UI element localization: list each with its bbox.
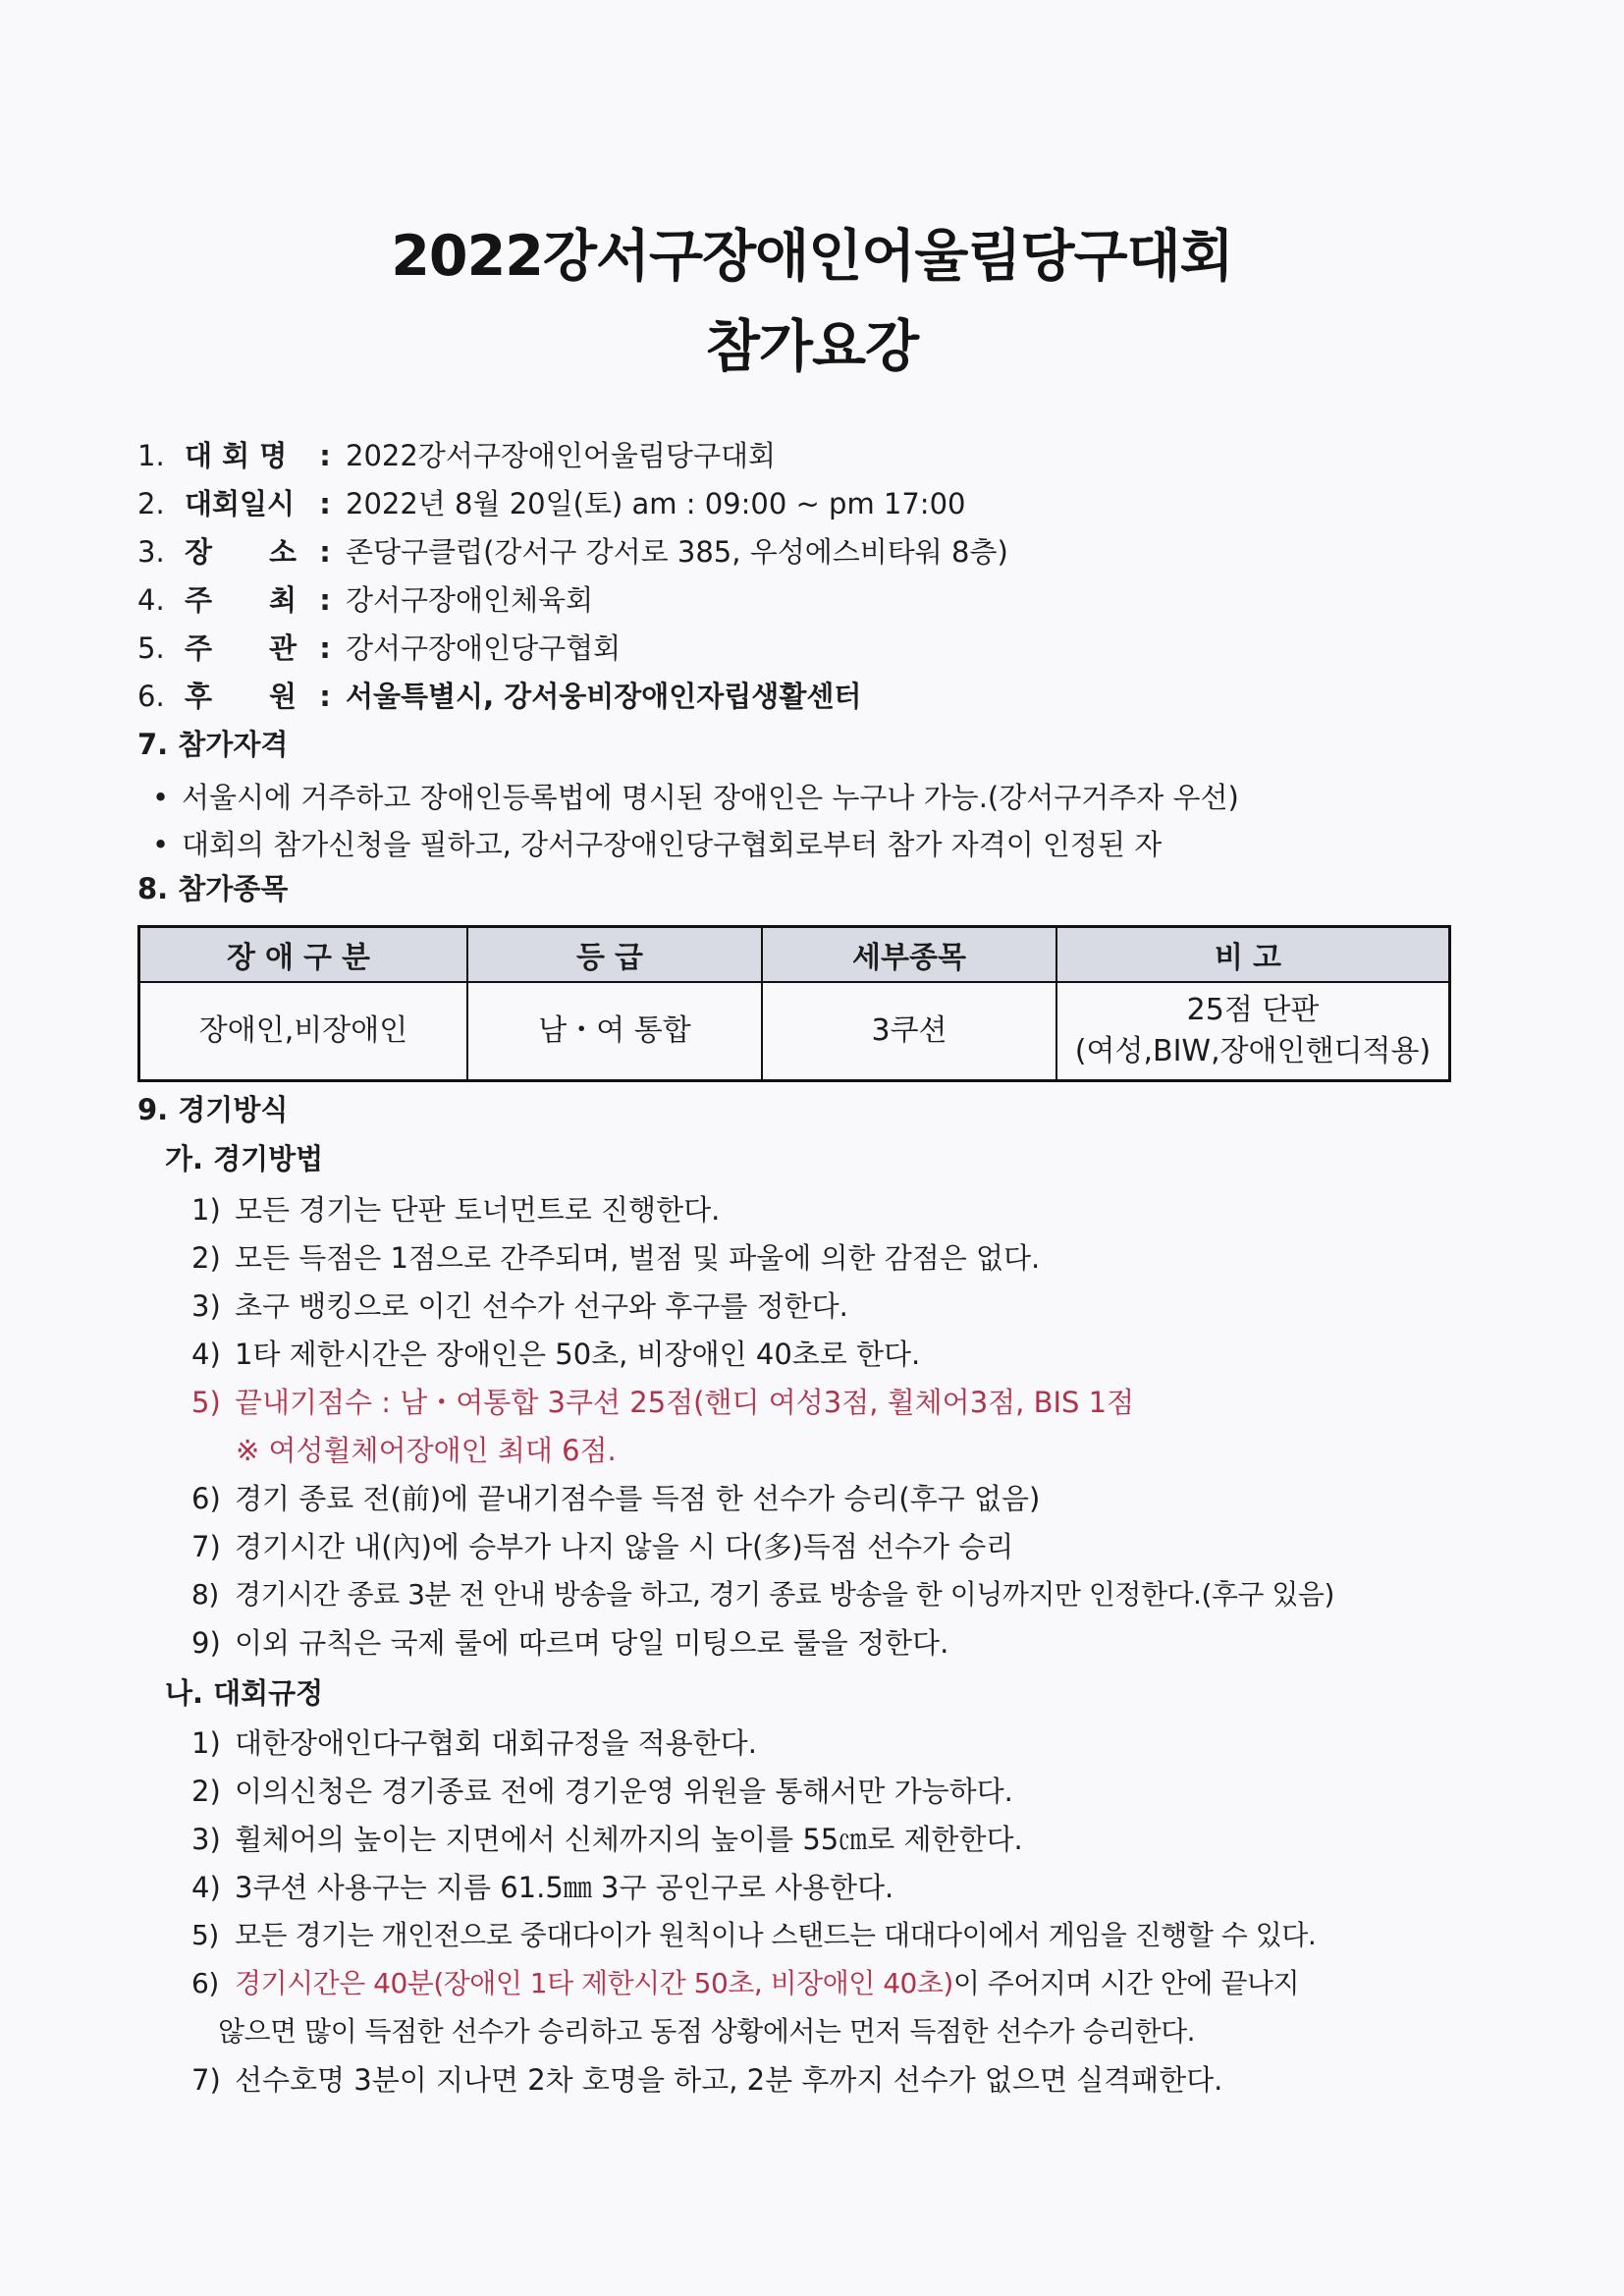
qualification-bullet: [152, 825, 1162, 864]
info-number: 5.: [137, 631, 165, 665]
item-number: 6): [191, 1482, 221, 1515]
list-item: [191, 1238, 1040, 1278]
events-heading: 8. 참가종목: [137, 872, 289, 905]
info-colon: :: [319, 487, 331, 520]
continuation-line: 않으면 많이 득점한 선수가 승리하고 동점 상황에서는 먼저 득점한 선수가 승리한다.: [218, 2015, 1196, 2048]
info-colon: :: [319, 439, 331, 472]
item-text: 초구 뱅킹으로 이긴 선수가 선구와 후구를 정한다.: [235, 1289, 848, 1323]
qualification-heading: 7. 참가자격: [137, 728, 289, 761]
item-number: 4): [191, 1871, 221, 1904]
info-label: 후 원: [185, 680, 298, 713]
info-colon: :: [319, 680, 331, 713]
list-item: [191, 1820, 1023, 1859]
list-item: [191, 1723, 757, 1763]
list-item: [191, 1772, 1013, 1811]
list-item: [191, 1916, 1316, 1955]
item-text: 이의신청은 경기종료 전에 경기운영 위원을 통해서만 가능하다.: [235, 1775, 1013, 1808]
item-number: 2): [191, 1241, 221, 1275]
info-value: 2022년 8월 20일(토) am : 09:00 ~ pm 17:00: [346, 487, 966, 520]
item-number: 5): [191, 1919, 219, 1951]
table-cell: 3쿠션: [762, 982, 1056, 1081]
info-row-organizer: [137, 629, 621, 668]
item-text: 모든 득점은 1점으로 간주되며, 벌점 및 파울에 의한 감점은 없다.: [235, 1241, 1041, 1275]
item-number: 1): [191, 1193, 221, 1227]
item-number: 7): [191, 2063, 221, 2097]
info-row-sponsor: [137, 677, 861, 716]
item-text: 모든 경기는 개인전으로 중대다이가 원칙이나 스탠드는 대대다이에서 게임을 진행할 수 있다.: [235, 1919, 1317, 1951]
item-text: 선수호명 3분이 지나면 2차 호명을 하고, 2분 후까지 선수가 없으면 실격패한다.: [235, 2063, 1223, 2097]
table-cell: 남・여 통합: [467, 982, 762, 1081]
bullet-dot: •: [152, 781, 170, 814]
item-text: 경기 종료 전(前)에 끝내기점수를 득점 한 선수가 승리(후구 없음): [235, 1482, 1041, 1515]
note-line: 25점 단판: [1186, 993, 1320, 1027]
info-row-venue: [137, 532, 1008, 572]
list-item: [191, 1527, 1013, 1566]
list-item: [191, 1286, 848, 1326]
list-item: [191, 1964, 1299, 2003]
info-row-date: [137, 484, 965, 523]
info-colon: :: [319, 535, 331, 569]
info-number: 1.: [137, 439, 165, 472]
list-item: [191, 1190, 720, 1230]
item-text: 3쿠션 사용구는 지름 61.5㎜ 3구 공인구로 사용한다.: [235, 1871, 894, 1904]
item-number: 5): [191, 1386, 221, 1419]
info-label: 대회일시: [185, 487, 296, 520]
method-subheading: 가. 경기방법: [165, 1142, 324, 1175]
info-label: 주 관: [185, 631, 298, 665]
table-row: [139, 982, 1450, 1081]
bullet-dot: •: [152, 828, 170, 861]
info-row-host: [137, 580, 593, 620]
item-text-highlight: 경기시간은 40분(장애인 1타 제한시간 50초, 비장애인 40초): [235, 1967, 953, 1999]
list-item: [191, 1575, 1334, 1614]
item-text: 1타 제한시간은 장애인은 50초, 비장애인 40초로 한다.: [235, 1338, 921, 1371]
info-label: 장 소: [185, 535, 298, 569]
item-text: 이외 규칙은 국제 룰에 따르며 당일 미팅으로 룰을 정한다.: [235, 1626, 949, 1660]
item-number: 4): [191, 1338, 221, 1371]
info-value: 강서구장애인당구협회: [346, 631, 622, 665]
events-table: [137, 925, 1451, 1082]
info-colon: :: [319, 583, 331, 617]
info-value: 2022강서구장애인어울림당구대회: [346, 439, 776, 472]
item-number: 3): [191, 1289, 221, 1323]
item-text: 경기시간 내(內)에 승부가 나지 않을 시 다(多)득점 선수가 승리: [235, 1530, 1014, 1563]
qualification-bullet: [152, 778, 1239, 817]
list-item: [191, 1623, 948, 1663]
list-item-highlight: [191, 1383, 1134, 1422]
note-line: ※ 여성휠체어장애인 최대 6점.: [236, 1434, 617, 1467]
table-header: 장애구분: [139, 927, 468, 983]
info-label: 주 최: [185, 583, 298, 617]
item-number: 8): [191, 1578, 219, 1611]
table-header-row: [139, 927, 1450, 983]
info-number: 2.: [137, 487, 165, 520]
list-item: [191, 1868, 893, 1907]
item-number: 9): [191, 1626, 221, 1660]
item-number: 3): [191, 1823, 221, 1856]
info-value: 존당구클럽(강서구 강서로 385, 우성에스비타워 8층): [346, 535, 1008, 569]
item-number: 7): [191, 1530, 221, 1563]
item-number: 2): [191, 1775, 221, 1808]
info-row-name: [137, 436, 776, 475]
rules-subheading: 나. 대회규정: [165, 1676, 324, 1710]
table-header: 비고: [1056, 927, 1450, 983]
info-colon: :: [319, 631, 331, 665]
table-cell: 장애인,비장애인: [139, 982, 468, 1081]
list-item: [191, 1479, 1040, 1518]
list-item: [191, 2060, 1222, 2100]
document-subtitle: 참가요강: [705, 314, 919, 379]
document-title: 2022강서구장애인어울림당구대회: [391, 224, 1233, 289]
info-number: 6.: [137, 680, 165, 713]
table-header: 세부종목: [762, 927, 1056, 983]
info-number: 4.: [137, 583, 165, 617]
bullet-text: 대회의 참가신청을 필하고, 강서구장애인당구협회로부터 참가 자격이 인정된 자: [182, 828, 1163, 861]
table-cell: [1056, 982, 1450, 1081]
item-number: 1): [191, 1726, 221, 1760]
item-text: 끝내기점수 : 남・여통합 3쿠션 25점(핸디 여성3점, 휠체어3점, BIS 1점: [235, 1386, 1135, 1419]
item-text: 대한장애인다구협회 대회규정을 적용한다.: [235, 1726, 757, 1760]
item-number: 6): [191, 1967, 219, 1999]
info-value: 강서구장애인체육회: [346, 583, 594, 617]
item-text: 이 주어지며 시간 안에 끝나지: [952, 1967, 1300, 1999]
info-number: 3.: [137, 535, 165, 569]
note-line: (여성,BIW,장애인핸디적용): [1074, 1034, 1432, 1068]
info-label: 대 회 명: [185, 439, 288, 472]
item-text: 경기시간 종료 3분 전 안내 방송을 하고, 경기 종료 방송을 한 이닝까지만 인정한다.(후구 있음): [235, 1578, 1334, 1611]
item-text: 모든 경기는 단판 토너먼트로 진행한다.: [235, 1193, 721, 1227]
method-heading: 9. 경기방식: [137, 1093, 289, 1126]
list-item: [191, 1335, 920, 1374]
item-text: 휠체어의 높이는 지면에서 신체까지의 높이를 55㎝로 제한한다.: [235, 1823, 1023, 1856]
info-value: 서울특별시, 강서웅비장애인자립생활센터: [346, 680, 862, 713]
bullet-text: 서울시에 거주하고 장애인등록법에 명시된 장애인은 누구나 가능.(강서구거주자 우선): [182, 781, 1239, 814]
table-header: 등급: [467, 927, 762, 983]
